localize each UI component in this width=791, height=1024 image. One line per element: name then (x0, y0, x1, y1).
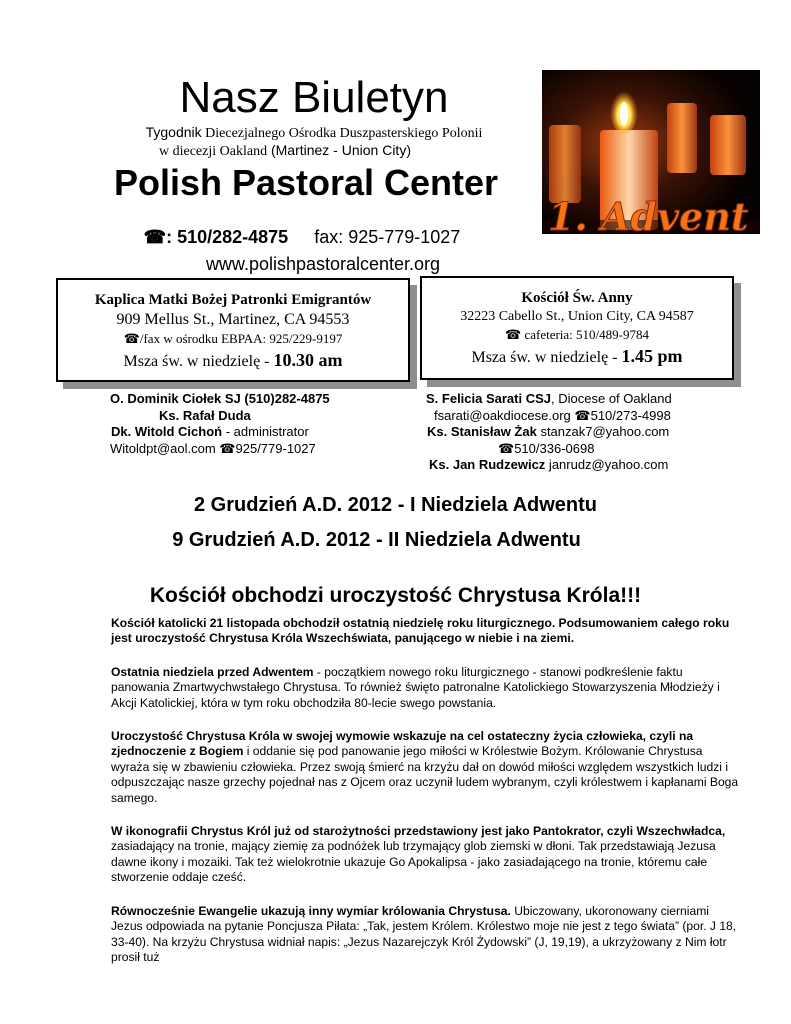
paragraph-bold: W ikonografii Chrystus Król już od starożytności przedstawiony jest jako Pantokrator, czyli Wszechwładca, (111, 824, 726, 839)
article-headline: Kościół obchodzi uroczystość Chrystusa Króla!!! (149, 584, 642, 607)
subtitle-diocese: w diecezji Oakland (159, 144, 268, 159)
clergy-entry: Ks. Rafał Duda (159, 407, 251, 423)
phone-icon: ☎ (123, 331, 140, 346)
website-link[interactable]: www.polishpastoralcenter.org (205, 254, 441, 274)
clergy-phone: 925/779-1027 (235, 440, 316, 456)
chapel-mass-time (58, 348, 408, 374)
center-name: Polish Pastoral Center (113, 162, 499, 203)
clergy-entry (110, 424, 370, 441)
church-address: 32223 Cabello St., Union City, CA 94587 (460, 309, 694, 324)
phone-icon: ☎ (574, 407, 591, 423)
clergy-name: Ks. Stanisław Żak (427, 424, 537, 439)
clergy-entry (420, 424, 720, 441)
paragraph-text: Ubiczowany, ukoronowany cierniami Jezus odpowiada na pytanie Poncjusza Piłata: „Tak, jestem Królem. Królestwo moje nie jest z tego świata” (por. J 18, 33-40). Na krzyżu Chrystusa widniał napis: „Jezus Nazarejczyk Król Żydowski” (J, 19,19), a ukrzyżowany z Nim łotr prosił tuż (111, 903, 737, 964)
chapel-mass-hour: 10.30 am (273, 350, 343, 370)
article-paragraph (111, 665, 743, 711)
church-info-box (420, 276, 734, 380)
phone-icon: ☎ (498, 440, 515, 456)
church-mass-time (422, 344, 732, 370)
clergy-name: S. Felicia Sarati CSJ (426, 391, 552, 406)
subtitle-description: Diecezjalnego Ośrodka Duszpasterskiego Polonii (201, 126, 483, 141)
main-fax: fax: 925-779-1027 (314, 227, 461, 247)
article-paragraph (111, 616, 743, 647)
chapel-name: Kaplica Matki Bożej Patronki Emigrantów (94, 292, 372, 308)
article-paragraph (111, 824, 743, 886)
clergy-entry (420, 391, 720, 408)
clergy-entry (420, 408, 720, 425)
bulletin-subtitle-line2 (0, 141, 570, 161)
church-mass-label: Msza św. w niedzielę - (471, 349, 622, 366)
paragraph-text: i oddanie się pod panowanie jego miłości w Królestwie Bożym. Królowanie Chrystusa wyraża się w zbawieniu człowieka. Przez swoją śmierć na krzyżu dał on dowód miłości względem wszystkich ludzi i odpuszczając nasze grzechy pojednał nas z Ojcem oraz uczynił ludem wybranym, czyli królestwem i kapłanami Boga samego. (111, 744, 739, 805)
clergy-email[interactable]: fsarati@oakdiocese.org (434, 407, 575, 423)
article-paragraph (111, 729, 743, 806)
clergy-list-left (110, 391, 370, 457)
main-phone: : 510/282-4875 (166, 227, 289, 247)
paragraph-bold: Uroczystość Chrystusa Króla w swojej wymowie wskazuje na cel ostateczny życia człowieka, czyli na zjednoczenie z Bogiem (111, 729, 694, 759)
date-line-2: 9 Grudzień A.D. 2012 - II Niedziela Adwentu (172, 529, 581, 551)
clergy-entry (420, 441, 720, 458)
chapel-fax-text: /fax w ośrodku EBPAA: 925/229-9197 (139, 331, 343, 346)
clergy-role: - administrator (222, 424, 309, 439)
advent-candles-image (542, 70, 760, 234)
clergy-phone: 510/336-0698 (514, 440, 595, 456)
clergy-list-right (420, 391, 720, 474)
clergy-phone: 510/273-4998 (590, 407, 671, 423)
subtitle-weekly: Tygodnik (145, 124, 202, 140)
subtitle-locations: (Martinez - Union City) (267, 142, 411, 158)
paragraph-bold: Równocześnie Ewangelie ukazują inny wymiar królowania Chrystusa. (111, 903, 511, 918)
clergy-role: , Diocese of Oakland (551, 391, 672, 406)
phone-icon: ☎ (219, 440, 236, 456)
church-phone (422, 326, 732, 344)
bulletin-title: Nasz Biuletyn (179, 73, 449, 122)
clergy-name: Dk. Witold Cichoń (111, 424, 223, 439)
chapel-fax (58, 330, 408, 348)
clergy-email[interactable]: janrudz@yahoo.com (545, 457, 669, 472)
clergy-email[interactable]: stanzak7@yahoo.com (536, 424, 670, 439)
article-paragraph (111, 904, 743, 966)
clergy-entry (420, 457, 720, 474)
paragraph-text: - początkiem nowego roku liturgicznego - stanowi podkreślenie faktu panowania Zmartwychwstałego Chrystusa. To również święto patronalne Katolickiego Stowarzyszenia Młodzieży i Akcji Katolickiej, która w tym roku obchodziła 80-lecie swego powstania. (111, 664, 720, 710)
date-line-1: 2 Grudzień A.D. 2012 - I Niedziela Adwentu (193, 494, 598, 516)
phone-icon: ☎ (143, 227, 167, 247)
church-phone-text: cafeteria: 510/489-9784 (521, 327, 649, 342)
advent-candles-illustration (542, 70, 760, 234)
contact-phone-fax (0, 226, 604, 248)
church-name: Kościół Św. Anny (521, 290, 633, 306)
chapel-mass-label: Msza św. w niedzielę - (123, 353, 274, 370)
paragraph-bold: Ostatnia niedziela przed Adwentem (111, 664, 314, 679)
advent-caption: 1. Advent (548, 194, 749, 234)
church-mass-hour: 1.45 pm (621, 346, 683, 366)
chapel-info-box (56, 278, 410, 382)
clergy-email[interactable]: Witoldpt@aol.com (110, 440, 220, 456)
paragraph-text: zasiadający na tronie, mający ziemię za podnóżek lub trzymający glob ziemski w dłoni. Tak przedstawiają Jezusa dawne ikony i mozaiki. Tak też wielokrotnie ukazuje Go Apokalipsa - jako zasiadającego na tronie, któremu całe stworzenie oddaje cześć. (111, 839, 716, 885)
bulletin-subtitle-line1 (0, 123, 628, 143)
phone-icon: ☎ (505, 327, 522, 342)
clergy-name: Ks. Jan Rudzewicz (429, 457, 546, 472)
chapel-address: 909 Mellus St., Martinez, CA 94553 (116, 311, 350, 328)
clergy-entry (110, 441, 370, 458)
clergy-entry: O. Dominik Ciołek SJ (510)282-4875 (110, 391, 330, 406)
paragraph-bold: Kościół katolicki 21 listopada obchodził ostatnią niedzielę roku liturgicznego. Podsumowaniem całego roku jest uroczystość Chrystusa Króla Wszechświata, panującego w niebie i na ziemi. (111, 616, 730, 646)
article-body (111, 616, 743, 983)
